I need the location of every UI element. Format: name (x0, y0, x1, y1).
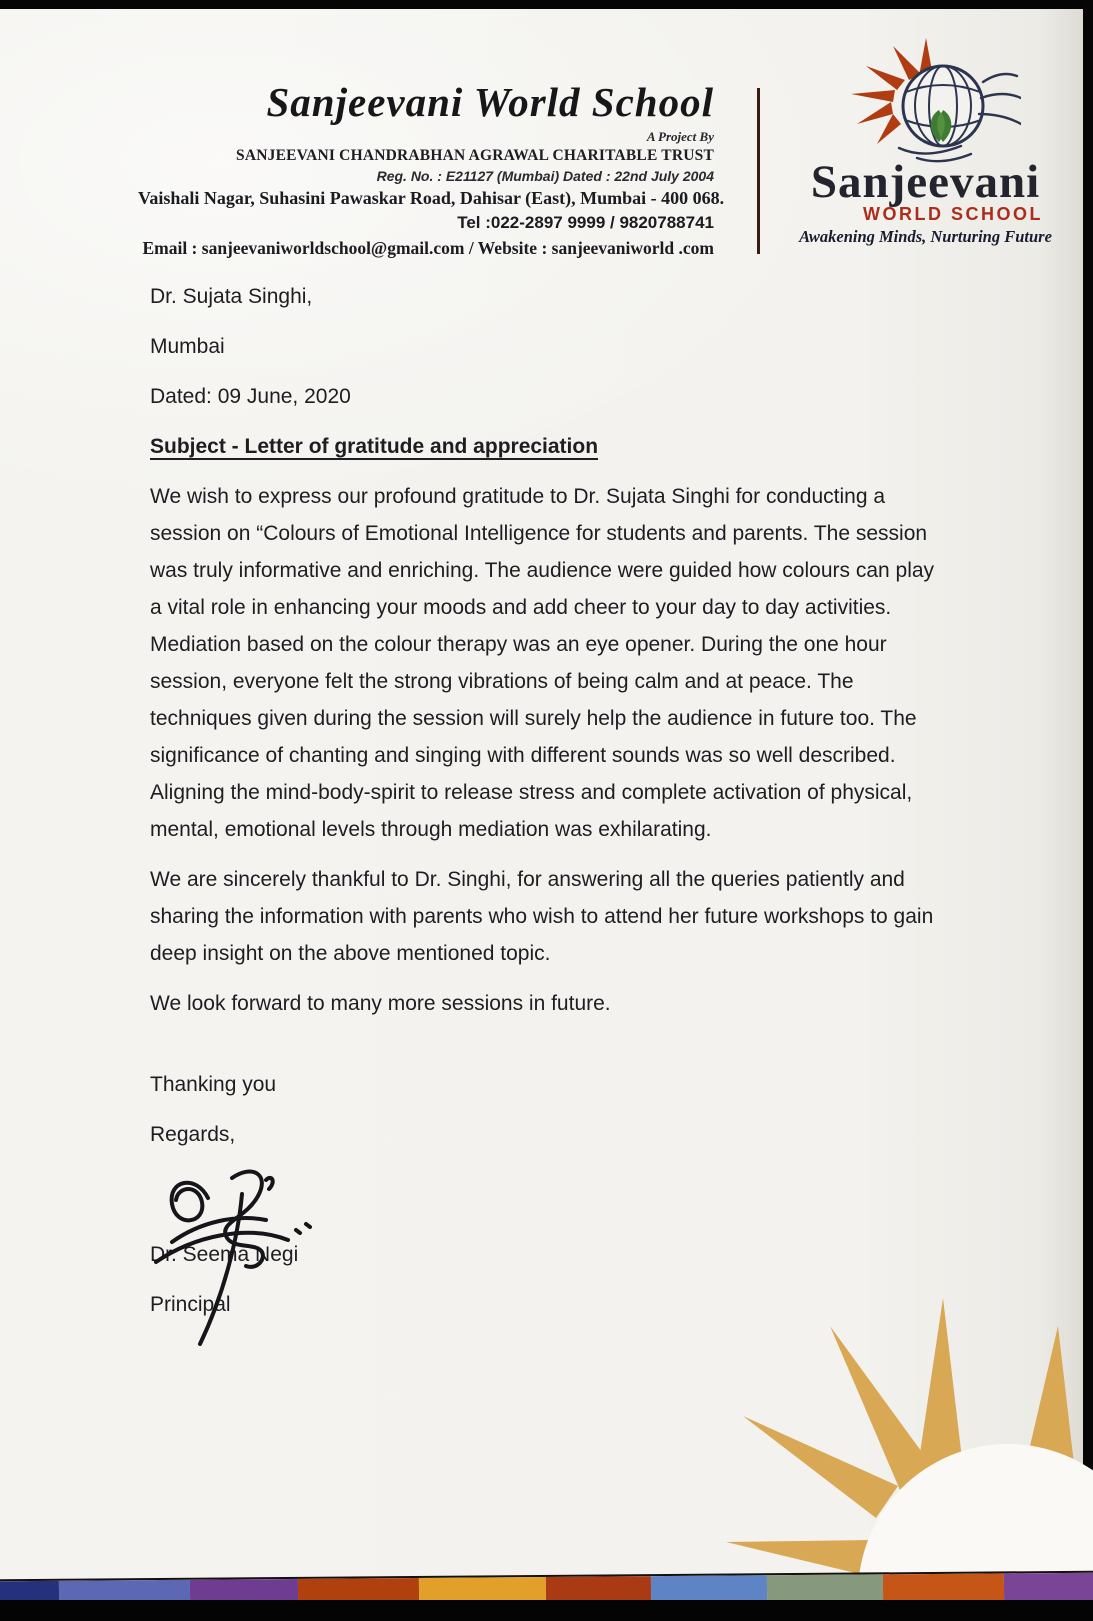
signatory-name: Dr. Seema Negi (150, 1243, 299, 1266)
school-logo (768, 34, 1083, 248)
sun-watermark-icon (678, 1228, 1093, 1606)
letterhead (0, 0, 1093, 270)
handwritten-signature (148, 1158, 328, 1358)
header-divider-line (757, 88, 760, 254)
paragraph-2: We are sincerely thankful to Dr. Singhi, for answering all the queries patiently and sharing the information with parents who wish to attend her future workshops to gain deep insight on the above mentioned topic. (150, 868, 934, 965)
school-name-title: Sanjeevani World School (266, 79, 714, 125)
subject-line: Subject - Letter of gratitude and appreciation (150, 435, 599, 458)
stripe-segment (883, 1573, 1004, 1602)
stripe-segment (1004, 1573, 1093, 1602)
logo-name-text: Sanjeevani (810, 156, 1041, 208)
paragraph-1: We wish to express our profound gratitude to Dr. Sujata Singhi for conducting a session on “Colours of Emotional Intelligence for students and parents. The session was truly informative and enriching. The audience were guided how colours can play a vital role in enhancing your moods and add cheer to your day to day activities. Mediation based on the colour therapy was an eye opener. During the one hour session, everyone felt the strong vibrations of being calm and at peace. The techniques given during the session will surely help the audience in future too. The significance of chanting and singing with different sounds was so well described. Aligning the mind-body-spirit to release stress and complete activation of physical, mental, emotional levels through mediation was exhilarating. (150, 485, 935, 841)
city-line: Mumbai (150, 335, 225, 358)
date-line: Dated: 09 June, 2020 (150, 385, 351, 408)
closing-line: Thanking you (150, 1073, 277, 1096)
email-website-line: Email : sanjeevaniworldschool@gmail.com / Website : sanjeevaniworld .com (142, 238, 714, 258)
signatory-designation: Principal (150, 1293, 231, 1316)
paragraph-3: We look forward to many more sessions in future. (150, 992, 611, 1015)
regards-line: Regards, (150, 1123, 236, 1146)
globe-sun-logo-icon (831, 34, 1021, 172)
scan-edge-bottom (0, 1600, 1093, 1621)
project-by-line: A Project By (646, 129, 714, 144)
registration-line: Reg. No. : E21127 (Mumbai) Dated : 22nd July 2004 (376, 168, 714, 184)
letterhead-text-block (138, 76, 725, 261)
trust-name-line: SANJEEVANI CHANDRABHAN AGRAWAL CHARITABLE TRUST (236, 147, 714, 164)
phone-line: Tel :022-2897 9999 / 9820788741 (457, 213, 714, 232)
logo-tagline-text: Awakening Minds, Nurturing Future (799, 227, 1052, 246)
recipient-line: Dr. Sujata Singhi, (150, 285, 313, 308)
address-line: Vaishali Nagar, Suhasini Pawaskar Road, Dahisar (East), Mumbai - 400 068. (138, 188, 725, 208)
logo-subtitle-text: WORLD SCHOOL (863, 204, 1043, 224)
stripe-segment (767, 1574, 883, 1603)
